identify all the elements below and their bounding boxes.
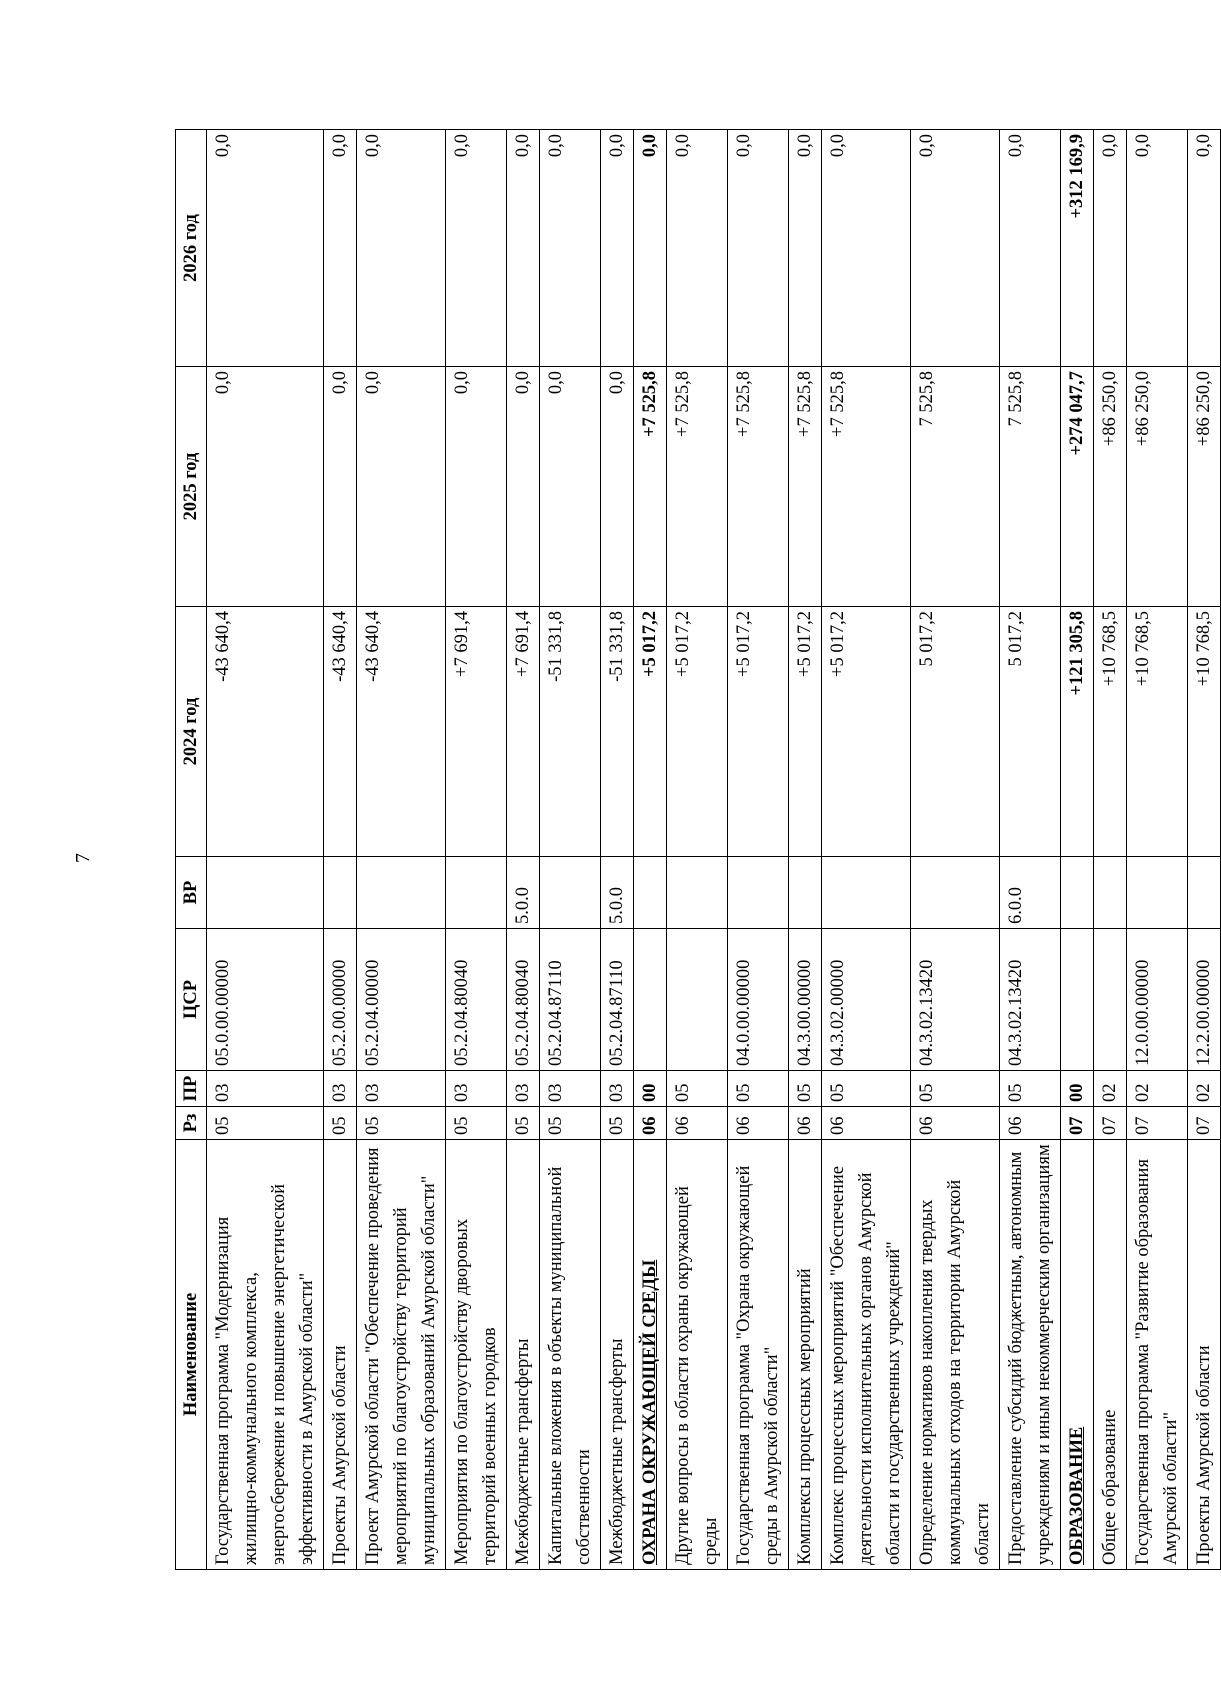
cell-2025: 0,0 [324, 367, 357, 607]
cell-name: Капитальные вложения в объекты муниципальной собственности [540, 1140, 601, 1570]
table-row [324, 130, 357, 1570]
header-name: Наименование [176, 1140, 207, 1570]
cell-pr: 02 [1094, 1071, 1127, 1107]
cell-vr [540, 857, 601, 929]
cell-2025: +86 250,0 [1188, 367, 1221, 607]
cell-pr: 03 [324, 1071, 357, 1107]
cell-2024: -51 331,8 [601, 607, 634, 857]
budget-table [175, 129, 1221, 1570]
cell-2026: 0,0 [1127, 130, 1188, 367]
cell-rz: 05 [540, 1107, 601, 1140]
cell-pr: 03 [601, 1071, 634, 1107]
cell-rz: 06 [728, 1107, 789, 1140]
cell-2025: 7 525,8 [1000, 367, 1061, 607]
cell-name: Государственная программа "Модернизация жилищно-коммунального комплекса, энергосбережение и повышение энергетической эффективности в Амурской области" [207, 1140, 324, 1570]
table-row [207, 130, 324, 1570]
cell-vr [446, 857, 507, 929]
cell-2026: 0,0 [207, 130, 324, 367]
cell-pr: 05 [911, 1071, 1000, 1107]
cell-pr: 05 [667, 1071, 728, 1107]
table-row [634, 130, 667, 1570]
cell-vr [911, 857, 1000, 929]
cell-pr: 03 [507, 1071, 540, 1107]
cell-2025: +7 525,8 [789, 367, 822, 607]
cell-csr: 05.2.04.87110 [540, 929, 601, 1071]
cell-rz: 05 [324, 1107, 357, 1140]
cell-vr [822, 857, 911, 929]
page-number: 7 [72, 853, 94, 863]
table-body [207, 130, 1221, 1570]
cell-2025: 0,0 [207, 367, 324, 607]
table-header-row [176, 130, 207, 1570]
table-row [446, 130, 507, 1570]
cell-csr [667, 929, 728, 1071]
cell-name: Другие вопросы в области охраны окружающей среды [667, 1140, 728, 1570]
cell-2025: +86 250,0 [1094, 367, 1127, 607]
cell-name: Проект Амурской области "Обеспечение проведения мероприятий по благоустройству территорий муниципальных образований Амурской области" [357, 1140, 446, 1570]
cell-2024: +121 305,8 [1061, 607, 1094, 857]
cell-pr: 02 [1127, 1071, 1188, 1107]
cell-pr: 00 [1061, 1071, 1094, 1107]
header-2025: 2025 год [176, 367, 207, 607]
cell-rz: 05 [446, 1107, 507, 1140]
cell-2026: 0,0 [446, 130, 507, 367]
cell-2025: +7 525,8 [822, 367, 911, 607]
cell-name: Государственная программа "Развитие образования Амурской области" [1127, 1140, 1188, 1570]
cell-pr: 03 [446, 1071, 507, 1107]
cell-csr: 12.2.00.00000 [1188, 929, 1221, 1071]
header-2026: 2026 год [176, 130, 207, 367]
table-row [507, 130, 540, 1570]
cell-2024: +10 768,5 [1188, 607, 1221, 857]
table-row [540, 130, 601, 1570]
cell-name: Межбюджетные трансферты [601, 1140, 634, 1570]
cell-name: Комплексы процессных мероприятий [789, 1140, 822, 1570]
cell-2024: 5 017,2 [911, 607, 1000, 857]
cell-vr: 5.0.0 [601, 857, 634, 929]
cell-2026: 0,0 [634, 130, 667, 367]
cell-csr: 04.0.00.00000 [728, 929, 789, 1071]
cell-csr: 05.2.04.80040 [507, 929, 540, 1071]
header-csr: ЦСР [176, 929, 207, 1071]
cell-vr [1094, 857, 1127, 929]
cell-csr: 04.3.02.00000 [822, 929, 911, 1071]
cell-pr: 05 [822, 1071, 911, 1107]
cell-2024: +5 017,2 [634, 607, 667, 857]
table-row [911, 130, 1000, 1570]
cell-vr [789, 857, 822, 929]
cell-rz: 06 [1000, 1107, 1061, 1140]
cell-name: Государственная программа "Охрана окружающей среды в Амурской области" [728, 1140, 789, 1570]
cell-vr: 6.0.0 [1000, 857, 1061, 929]
cell-name: Определение нормативов накопления твердых коммунальных отходов на территории Амурской области [911, 1140, 1000, 1570]
cell-name: Предоставление субсидий бюджетным, автономным учреждениям и иным некоммерческим организациям [1000, 1140, 1061, 1570]
cell-csr: 05.2.00.00000 [324, 929, 357, 1071]
cell-2026: 0,0 [728, 130, 789, 367]
cell-vr [728, 857, 789, 929]
cell-pr: 03 [357, 1071, 446, 1107]
cell-rz: 06 [634, 1107, 667, 1140]
cell-rz: 05 [601, 1107, 634, 1140]
cell-rz: 06 [667, 1107, 728, 1140]
cell-name: ОХРАНА ОКРУЖАЮЩЕЙ СРЕДЫ [634, 1140, 667, 1570]
table-row [1094, 130, 1127, 1570]
cell-pr: 00 [634, 1071, 667, 1107]
cell-rz: 05 [207, 1107, 324, 1140]
cell-2026: 0,0 [1094, 130, 1127, 367]
cell-2024: +5 017,2 [667, 607, 728, 857]
cell-2024: +5 017,2 [728, 607, 789, 857]
cell-2025: 0,0 [540, 367, 601, 607]
cell-2026: 0,0 [822, 130, 911, 367]
header-vr: ВР [176, 857, 207, 929]
cell-2025: +7 525,8 [634, 367, 667, 607]
cell-2025: +7 525,8 [728, 367, 789, 607]
cell-csr: 04.3.02.13420 [911, 929, 1000, 1071]
cell-pr: 03 [540, 1071, 601, 1107]
cell-vr [357, 857, 446, 929]
cell-csr: 04.3.00.00000 [789, 929, 822, 1071]
cell-vr [1127, 857, 1188, 929]
cell-csr: 04.3.02.13420 [1000, 929, 1061, 1071]
cell-pr: 05 [728, 1071, 789, 1107]
cell-name: Мероприятия по благоустройству дворовых территорий военных городков [446, 1140, 507, 1570]
cell-name: Межбюджетные трансферты [507, 1140, 540, 1570]
cell-csr [1061, 929, 1094, 1071]
cell-vr [1061, 857, 1094, 929]
cell-2025: 0,0 [601, 367, 634, 607]
cell-2026: 0,0 [667, 130, 728, 367]
cell-2026: 0,0 [911, 130, 1000, 367]
table-row [822, 130, 911, 1570]
table-row [1000, 130, 1061, 1570]
table-row [728, 130, 789, 1570]
cell-2024: +10 768,5 [1127, 607, 1188, 857]
table-row [357, 130, 446, 1570]
cell-name: Общее образование [1094, 1140, 1127, 1570]
cell-rz: 07 [1094, 1107, 1127, 1140]
cell-vr [634, 857, 667, 929]
cell-name: Проекты Амурской области [1188, 1140, 1221, 1570]
budget-table-container [175, 130, 1214, 1570]
cell-name: Комплекс процессных мероприятий "Обеспечение деятельности исполнительных органов Амурской области и государственных учреждений" [822, 1140, 911, 1570]
cell-2024: -43 640,4 [357, 607, 446, 857]
cell-2025: 0,0 [507, 367, 540, 607]
cell-2025: 0,0 [446, 367, 507, 607]
cell-vr [207, 857, 324, 929]
cell-csr: 05.2.04.80040 [446, 929, 507, 1071]
cell-2026: 0,0 [324, 130, 357, 367]
cell-2024: +5 017,2 [789, 607, 822, 857]
cell-pr: 05 [1000, 1071, 1061, 1107]
cell-vr [324, 857, 357, 929]
cell-2026: 0,0 [540, 130, 601, 367]
cell-vr [667, 857, 728, 929]
cell-2025: +7 525,8 [667, 367, 728, 607]
cell-rz: 06 [911, 1107, 1000, 1140]
cell-rz: 06 [822, 1107, 911, 1140]
header-pr: ПР [176, 1071, 207, 1107]
table-row [789, 130, 822, 1570]
header-2024: 2024 год [176, 607, 207, 857]
cell-rz: 05 [357, 1107, 446, 1140]
cell-rz: 07 [1061, 1107, 1094, 1140]
header-rz: Рз [176, 1107, 207, 1140]
cell-2024: -43 640,4 [207, 607, 324, 857]
cell-2024: +7 691,4 [507, 607, 540, 857]
cell-name: ОБРАЗОВАНИЕ [1061, 1140, 1094, 1570]
cell-vr [1188, 857, 1221, 929]
cell-csr [634, 929, 667, 1071]
table-row [1127, 130, 1188, 1570]
cell-2024: +7 691,4 [446, 607, 507, 857]
cell-2026: 0,0 [601, 130, 634, 367]
cell-2026: 0,0 [789, 130, 822, 367]
cell-csr: 12.0.00.00000 [1127, 929, 1188, 1071]
cell-csr [1094, 929, 1127, 1071]
cell-2025: 0,0 [357, 367, 446, 607]
cell-2024: +5 017,2 [822, 607, 911, 857]
cell-2025: 7 525,8 [911, 367, 1000, 607]
cell-2024: -43 640,4 [324, 607, 357, 857]
cell-2026: 0,0 [1000, 130, 1061, 367]
cell-pr: 05 [789, 1071, 822, 1107]
cell-2024: +10 768,5 [1094, 607, 1127, 857]
cell-2026: 0,0 [507, 130, 540, 367]
cell-pr: 02 [1188, 1071, 1221, 1107]
cell-csr: 05.0.00.00000 [207, 929, 324, 1071]
cell-2026: +312 169,9 [1061, 130, 1094, 367]
table-row [601, 130, 634, 1570]
cell-vr: 5.0.0 [507, 857, 540, 929]
cell-2025: +86 250,0 [1127, 367, 1188, 607]
cell-rz: 06 [789, 1107, 822, 1140]
cell-pr: 03 [207, 1071, 324, 1107]
cell-2026: 0,0 [1188, 130, 1221, 367]
cell-2024: -51 331,8 [540, 607, 601, 857]
cell-rz: 07 [1127, 1107, 1188, 1140]
table-row [1188, 130, 1221, 1570]
cell-csr: 05.2.04.00000 [357, 929, 446, 1071]
cell-name: Проекты Амурской области [324, 1140, 357, 1570]
cell-2026: 0,0 [357, 130, 446, 367]
cell-2024: 5 017,2 [1000, 607, 1061, 857]
cell-2025: +274 047,7 [1061, 367, 1094, 607]
table-row [667, 130, 728, 1570]
cell-rz: 07 [1188, 1107, 1221, 1140]
cell-rz: 05 [507, 1107, 540, 1140]
cell-csr: 05.2.04.87110 [601, 929, 634, 1071]
table-row [1061, 130, 1094, 1570]
